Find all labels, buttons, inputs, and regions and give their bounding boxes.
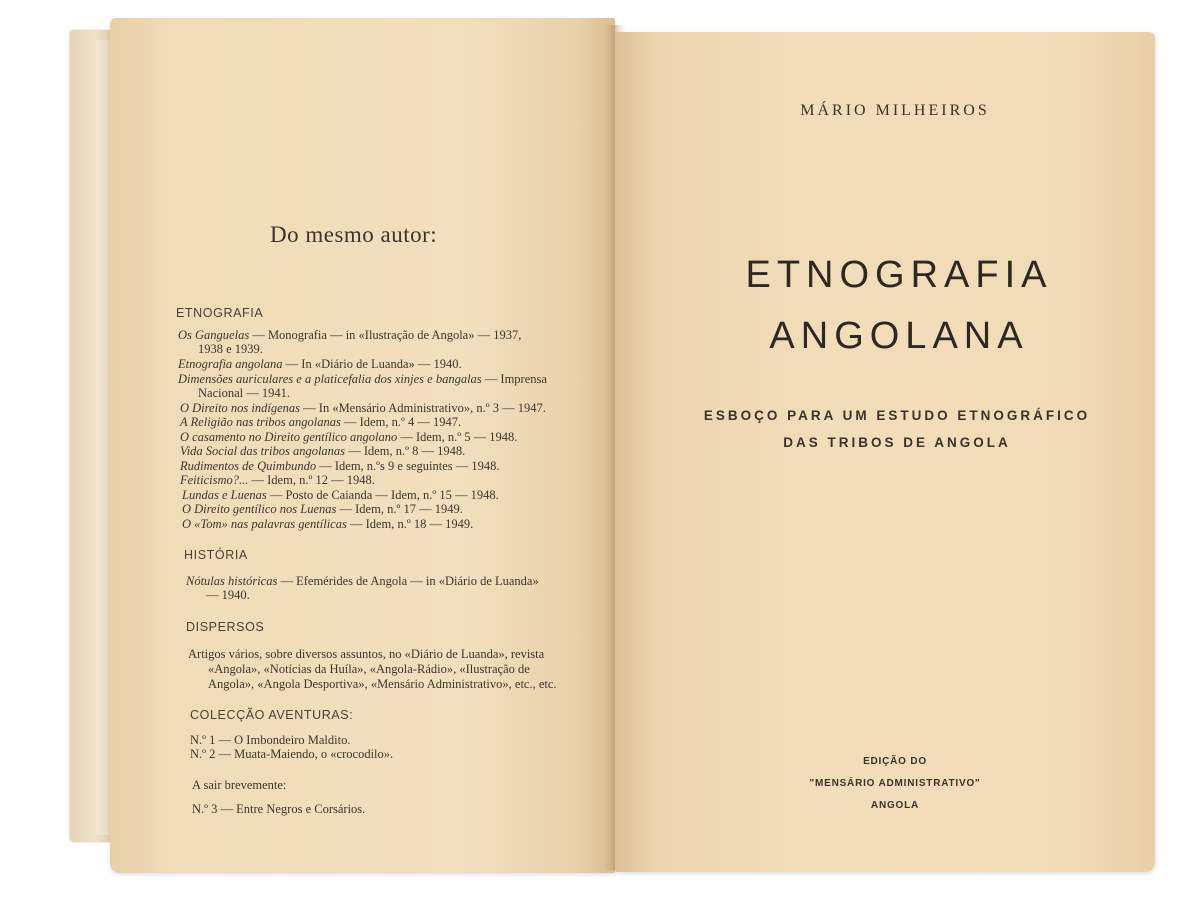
list-item: Angola», «Angola Desportiva», «Mensário Administrativo», etc., etc. [208, 677, 557, 691]
edition-line-1: EDIÇÃO DO [863, 756, 927, 767]
list-item: Rudimentos de Quimbundo — Idem, n.ºs 9 e seguintes — 1948. [180, 459, 500, 473]
left-page-heading: Do mesmo autor: [270, 222, 438, 247]
list-item: N.º 1 — O Imbondeiro Maldito. [190, 733, 351, 747]
list-item: O Direito nos indígenas — In «Mensário Administrativo», n.º 3 — 1947. [180, 401, 546, 415]
book-title-line-1: ETNOGRAFIA [745, 254, 1053, 296]
list-item: O Direito gentílico nos Luenas — Idem, n.º 17 — 1949. [182, 502, 463, 516]
list-item: Os Ganguelas — Monografia — in «Ilustração de Angola» — 1937, [178, 328, 522, 342]
left-page [110, 18, 615, 873]
list-item: Nótulas históricas — Efemérides de Angola — in «Diário de Luanda» [186, 574, 539, 588]
list-item: O «Tom» nas palavras gentílicas — Idem, n.º 18 — 1949. [182, 517, 474, 531]
list-item: A Religião nas tribos angolanas — Idem, n.º 4 — 1947. [180, 415, 462, 429]
list-item: Nacional — 1941. [198, 386, 290, 400]
list-item: 1938 e 1939. [198, 342, 263, 356]
section-title-coleccao-aventuras: COLECÇÃO AVENTURAS: [190, 708, 354, 722]
section-title-dispersos: DISPERSOS [186, 620, 265, 634]
list-item: Feiticismo?... — Idem, n.º 12 — 1948. [180, 473, 375, 487]
list-item: Etnografia angolana — In «Diário de Luanda» — 1940. [178, 357, 462, 371]
list-item: Artigos vários, sobre diversos assuntos, no «Diário de Luanda», revista [188, 647, 545, 661]
author-name: MÁRIO MILHEIROS [800, 102, 990, 119]
list-item: «Angola», «Notícias da Huíla», «Angola-Rádio», «Ilustração de [208, 662, 530, 676]
edition-line-2: "MENSÁRIO ADMINISTRATIVO" [809, 778, 981, 789]
list-item: — 1940. [206, 588, 250, 602]
subtitle-line-1: ESBOÇO PARA UM ESTUDO ETNOGRÁFICO [703, 408, 1091, 423]
list-item: O casamento no Direito gentílico angolano — Idem, n.º 5 — 1948. [180, 430, 518, 444]
list-item: Lundas e Luenas — Posto de Caianda — Idem, n.º 15 — 1948. [182, 488, 499, 502]
list-item: N.º 2 — Muata-Maiendo, o «crocodilo». [190, 747, 394, 761]
subtitle-line-2: DAS TRIBOS DE ANGOLA [783, 435, 1011, 450]
section-title-historia: HISTÓRIA [184, 548, 248, 562]
section-title-etnografia: ETNOGRAFIA [176, 306, 264, 320]
list-item: Dimensões auriculares e a platicefalia dos xinjes e bangalas — Imprensa [178, 372, 547, 386]
list-item: N.º 3 — Entre Negros e Corsários. [192, 802, 366, 816]
list-item: A sair brevemente: [192, 778, 287, 792]
book-title-line-2: ANGOLANA [769, 315, 1029, 357]
edition-line-3: ANGOLA [870, 800, 920, 811]
right-page [615, 32, 1155, 872]
list-item: Vida Social das tribos angolanas — Idem, n.º 8 — 1948. [180, 444, 466, 458]
